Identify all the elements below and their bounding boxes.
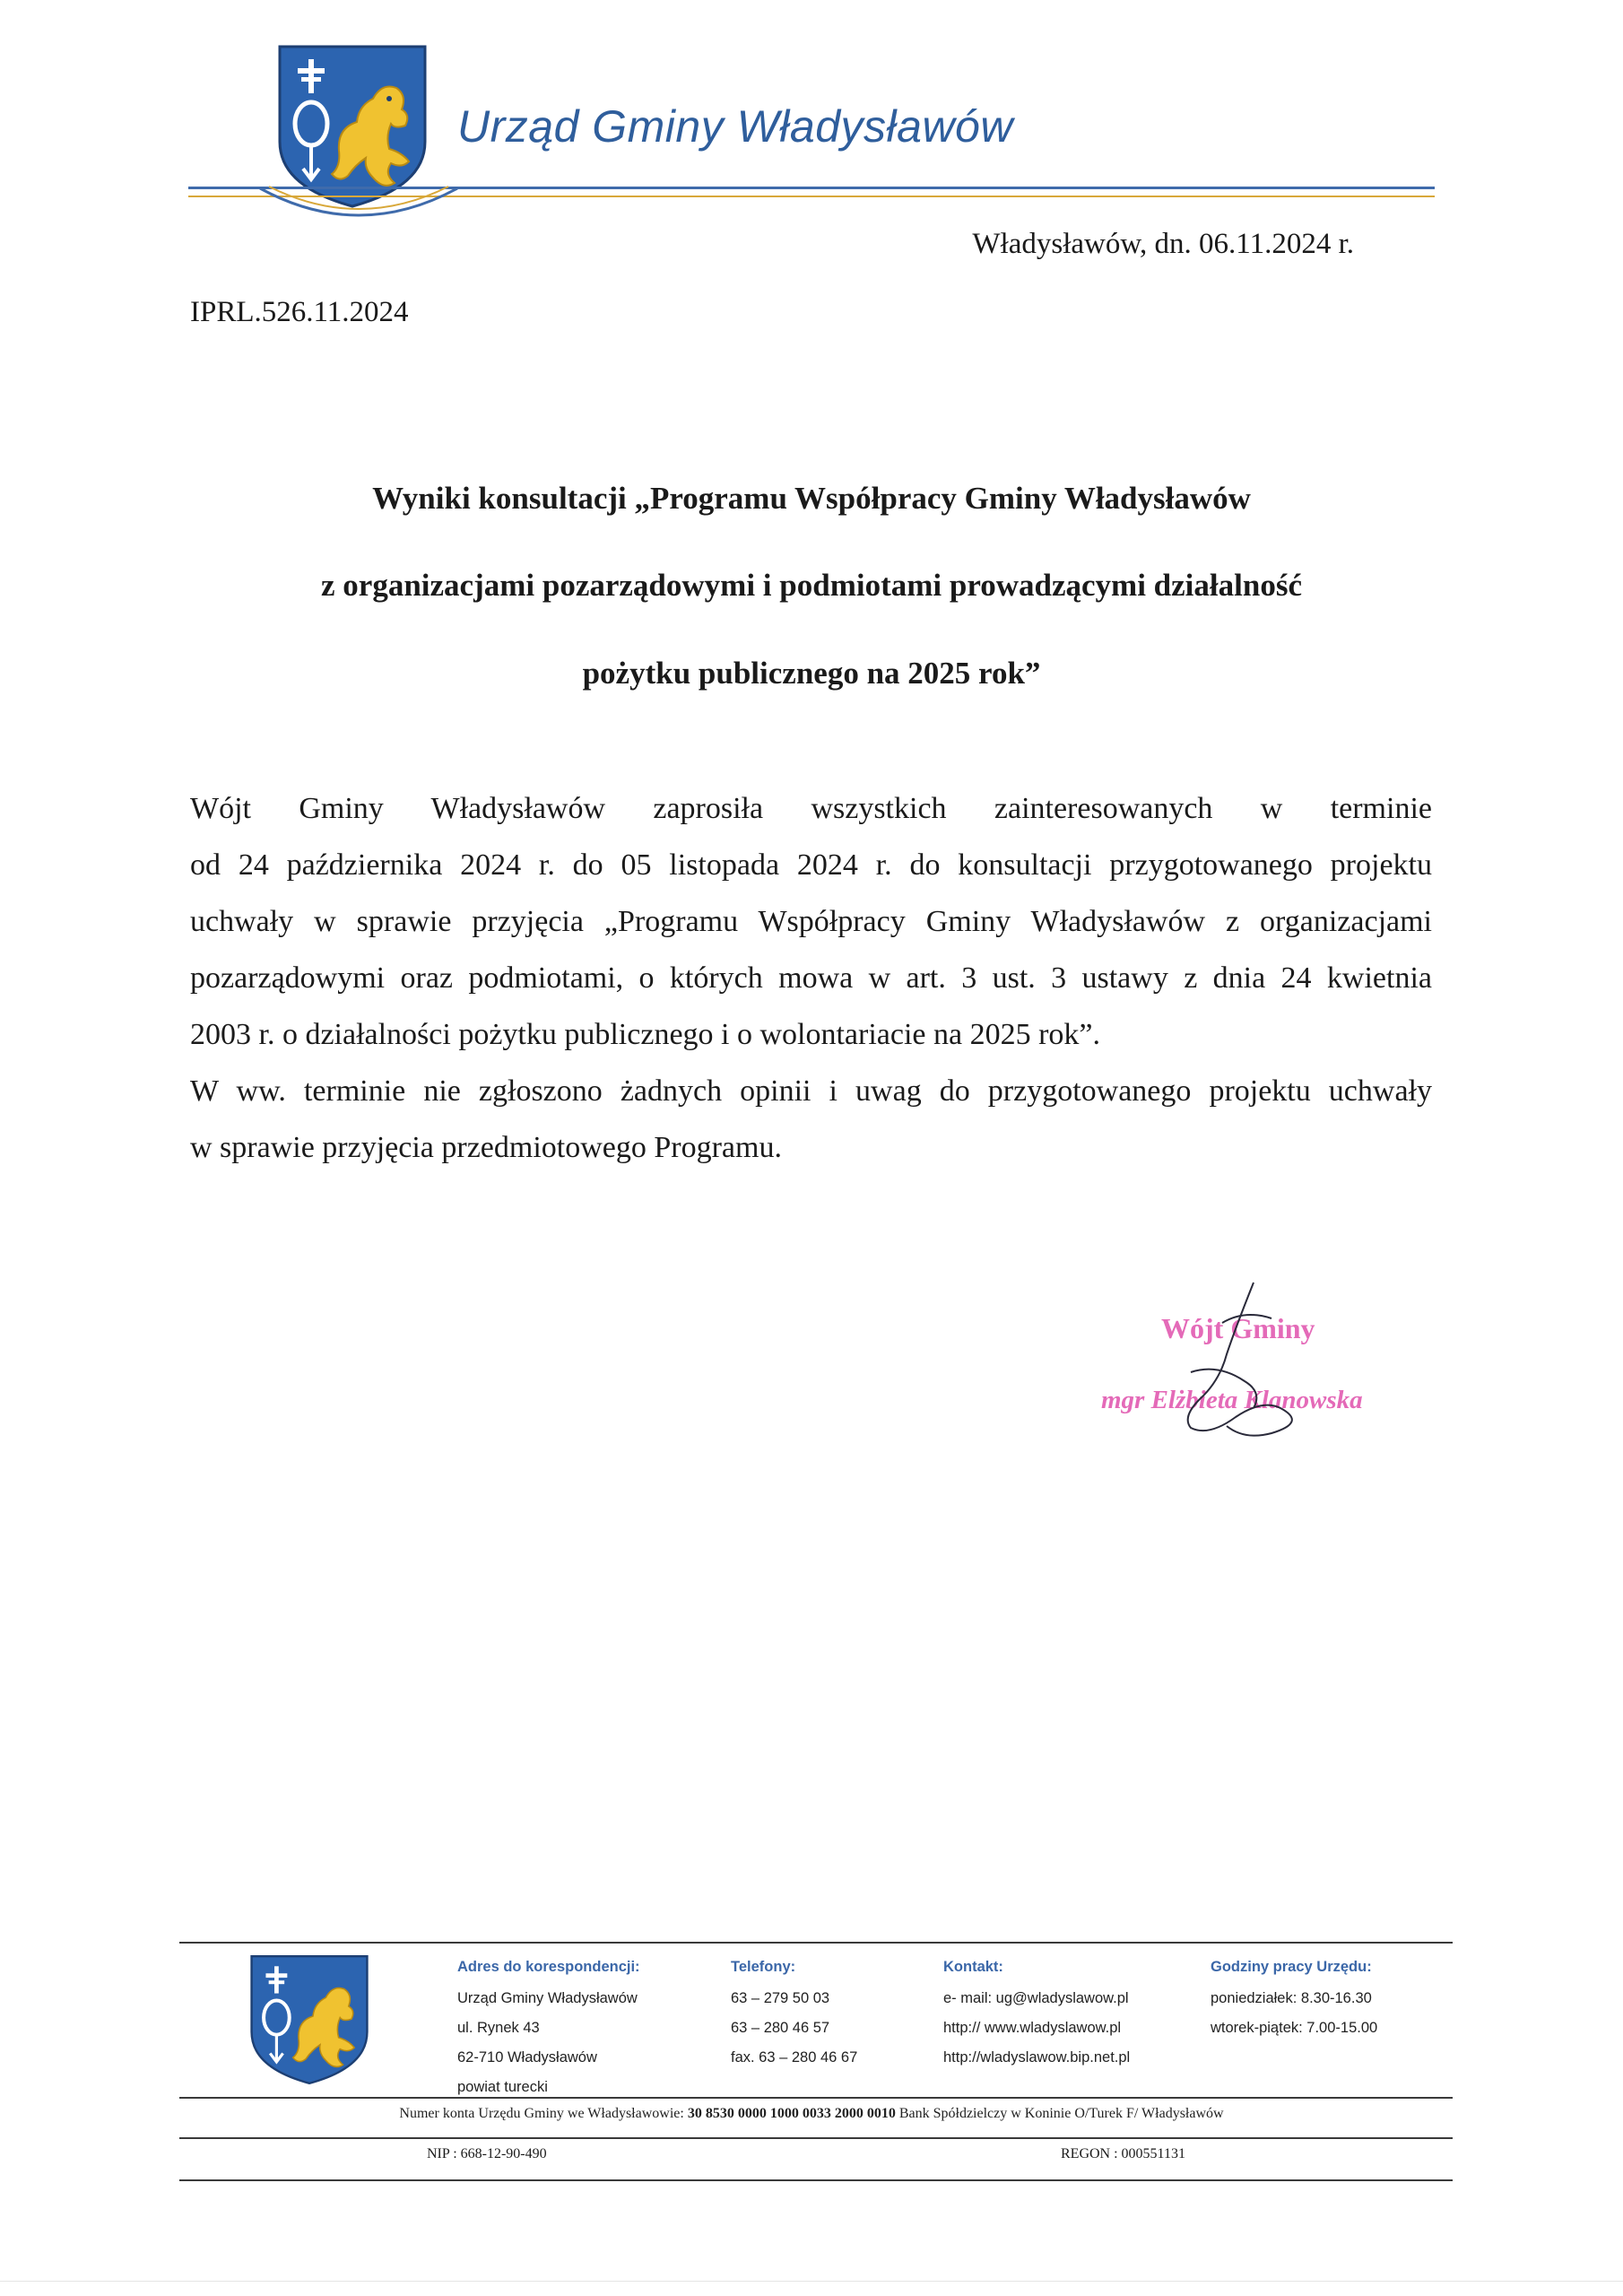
footer-address-heading: Adres do korespondencji:: [457, 1959, 640, 1975]
document-title-line-2: z organizacjami pozarządowymi i podmiotami prowadzącymi działalność: [321, 568, 1302, 603]
body-paragraph-2: [190, 1063, 1432, 1176]
footer-bip-link: http://wladyslawow.bip.net.pl: [943, 2049, 1131, 2066]
footer-rule-lower: [179, 2137, 1453, 2139]
footer-rule-top: [179, 1942, 1453, 1944]
body-line: Wójt Gminy Władysławów zaprosiła wszystkich zainteresowanych w terminie: [190, 792, 1432, 825]
footer-phone-line: 63 – 279 50 03: [731, 1990, 830, 2006]
footer-contact-column: [943, 1955, 1130, 2073]
office-name-heading: Urząd Gminy Władysławów: [457, 101, 1013, 152]
bank-name: Bank Spółdzielczy w Koninie O/Turek F/ Władysławów: [898, 2106, 1224, 2121]
footer-phones-heading: Telefony:: [731, 1959, 796, 1975]
footer-phone-line: 63 – 280 46 57: [731, 2020, 830, 2036]
header-swoosh-decoration: [251, 179, 466, 233]
footer-phones-column: [731, 1955, 857, 2073]
body-line: od 24 października 2024 r. do 05 listopada 2024 r. do konsultacji przygotowanego projektu: [190, 848, 1432, 882]
bank-account-line: [0, 2106, 1623, 2122]
footer-email: e- mail: ug@wladyslawow.pl: [943, 1990, 1129, 2006]
footer-address-line: powiat turecki: [457, 2079, 548, 2095]
footer-rule-bottom: [179, 2179, 1453, 2181]
footer-hours-column: [1211, 1955, 1377, 2043]
nip-number: NIP : 668-12-90-490: [427, 2146, 547, 2161]
signature-stamp-title: Wójt Gminy: [1161, 1312, 1315, 1344]
regon-number: REGON : 000551131: [1061, 2146, 1185, 2161]
body-line: W ww. terminie nie zgłoszono żadnych opinii i uwag do przygotowanego projektu uchwały: [190, 1074, 1432, 1108]
footer-address-line: 62-710 Władysławów: [457, 2049, 597, 2066]
body-line: w sprawie przyjęcia przedmiotowego Programu.: [190, 1131, 782, 1164]
footer-address-line: Urząd Gminy Władysławów: [457, 1990, 638, 2006]
footer-website-link: http:// www.wladyslawow.pl: [943, 2020, 1122, 2036]
page-scan-edge: [0, 2281, 1623, 2282]
body-line: 2003 r. o działalności pożytku publicznego i o wolontariacie na 2025 rok”.: [190, 1018, 1101, 1051]
document-title-line-3: pożytku publicznego na 2025 rok”: [582, 656, 1041, 691]
place-and-date: Władysławów, dn. 06.11.2024 r.: [972, 228, 1354, 260]
signature-stamp-name: mgr Elżbieta Klanowska: [1101, 1386, 1363, 1414]
footer-hours-heading: Godziny pracy Urzędu:: [1211, 1959, 1372, 1975]
body-line: uchwały w sprawie przyjęcia „Programu Współpracy Gminy Władysławów z organizacjami: [190, 905, 1432, 938]
footer-phone-line: fax. 63 – 280 46 67: [731, 2049, 858, 2066]
footer-address-column: [457, 1955, 640, 2102]
footer-rule-middle: [179, 2097, 1453, 2099]
document-title-line-1: Wyniki konsultacji „Programu Współpracy Gminy Władysławów: [372, 481, 1251, 516]
bank-account-number: 30 8530 0000 1000 0033 2000 0010: [687, 2106, 896, 2121]
reference-number: IPRL.526.11.2024: [190, 296, 409, 328]
body-line: pozarządowymi oraz podmiotami, o których mowa w art. 3 ust. 3 ustawy z dnia 24 kwietnia: [190, 961, 1432, 995]
footer-coat-of-arms: [248, 1953, 370, 2086]
handwritten-signature: [1137, 1274, 1316, 1444]
footer-contact-heading: Kontakt:: [943, 1959, 1003, 1975]
body-paragraph-1: [190, 780, 1432, 1063]
footer-hours-line: poniedziałek: 8.30-16.30: [1211, 1990, 1372, 2006]
footer-address-line: ul. Rynek 43: [457, 2020, 540, 2036]
bank-account-label: Numer konta Urzędu Gminy we Władysławowie:: [399, 2106, 684, 2121]
footer-hours-line: wtorek-piątek: 7.00-15.00: [1211, 2020, 1378, 2036]
